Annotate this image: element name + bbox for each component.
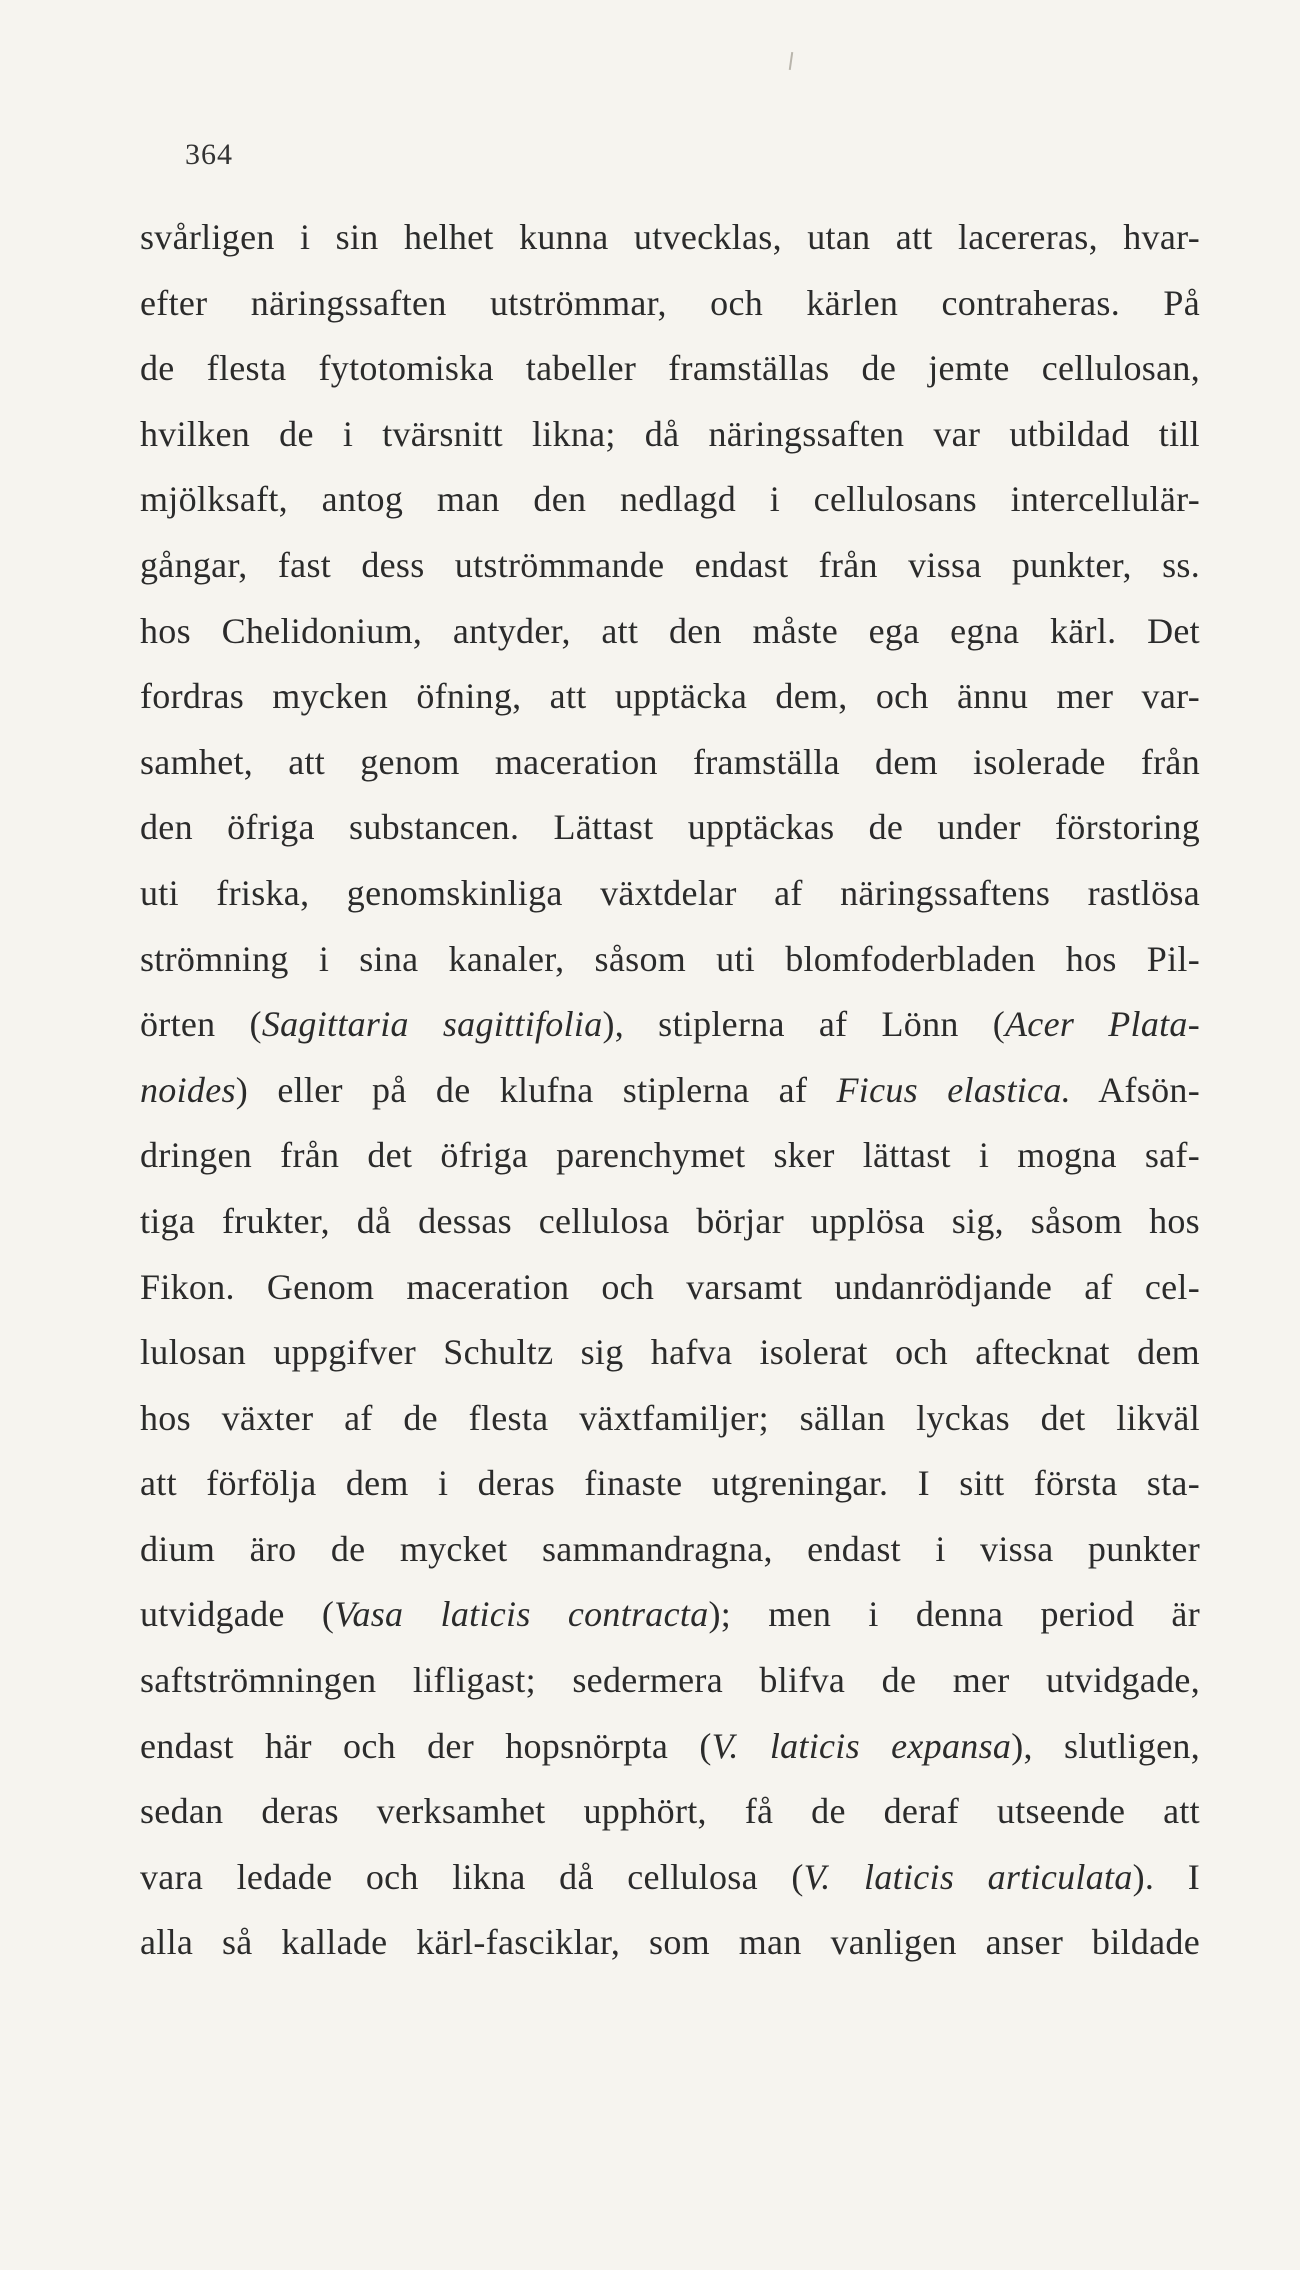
text-span: fordras mycken öfning, att upptäcka dem, och ännu mer var-: [140, 676, 1200, 717]
text-line: [140, 992, 1200, 1058]
italic-text: Acer Plata-: [1005, 1004, 1201, 1045]
text-line: [140, 1910, 1200, 1976]
text-line: [140, 795, 1200, 861]
text-span: efter näringssaften utströmmar, och kärlen contraheras. På: [140, 282, 1200, 323]
text-line: [140, 1517, 1200, 1583]
text-line: [140, 336, 1200, 402]
paper-mark: [789, 52, 793, 70]
text-line: [140, 402, 1200, 468]
italic-text: V. laticis articulata: [803, 1856, 1133, 1897]
text-span: ); men i denna period är: [708, 1594, 1200, 1635]
text-span: Fikon. Genom maceration och varsamt undanrödjande af cel-: [140, 1266, 1200, 1307]
text-line: [140, 467, 1200, 533]
text-span: samhet, att genom maceration framställa dem isolerade från: [140, 741, 1200, 782]
text-span: de flesta fytotomiska tabeller framställas de jemte cellulosan,: [140, 348, 1200, 389]
text-span: gångar, fast dess utströmmande endast från vissa punkter, ss.: [140, 544, 1200, 585]
italic-text: V. laticis expansa: [711, 1725, 1012, 1766]
text-span: ), stiplerna af Lönn (: [602, 1004, 1006, 1045]
text-line: [140, 271, 1200, 337]
text-line: [140, 1582, 1200, 1648]
text-line: [140, 1255, 1200, 1321]
text-line: [140, 1123, 1200, 1189]
text-line: [140, 1320, 1200, 1386]
text-line: [140, 599, 1200, 665]
text-line: [140, 1058, 1200, 1124]
text-line: [140, 730, 1200, 796]
text-line: [140, 1386, 1200, 1452]
italic-text: noides: [140, 1069, 236, 1110]
text-span: hos växter af de flesta växtfamiljer; sällan lyckas det likväl: [140, 1397, 1200, 1438]
text-span: Afsön-: [1070, 1069, 1200, 1110]
italic-text: Sagittaria sagittifolia: [261, 1004, 603, 1045]
text-span: örten (: [140, 1004, 262, 1045]
text-span: dium äro de mycket sammandragna, endast i vissa punkter: [140, 1528, 1200, 1569]
text-span: dringen från det öfriga parenchymet sker lättast i mogna saf-: [140, 1135, 1200, 1176]
text-span: tiga frukter, då dessas cellulosa börjar upplösa sig, såsom hos: [140, 1200, 1200, 1241]
text-line: [140, 533, 1200, 599]
text-span: hvilken de i tvärsnitt likna; då näringssaften var utbildad till: [140, 413, 1200, 454]
text-span: hos Chelidonium, antyder, att den måste ega egna kärl. Det: [140, 610, 1200, 651]
text-line: [140, 861, 1200, 927]
text-span: utvidgade (: [140, 1594, 335, 1635]
text-line: [140, 1845, 1200, 1911]
text-span: alla så kallade kärl-fasciklar, som man vanligen anser bildade: [140, 1922, 1200, 1963]
page-number: 364: [185, 138, 233, 171]
text-span: ), slutligen,: [1011, 1725, 1200, 1766]
text-span: saftströmningen lifligast; sedermera blifva de mer utvidgade,: [140, 1660, 1200, 1701]
text-span: ) eller på de klufna stiplerna af: [235, 1069, 837, 1110]
text-line: [140, 927, 1200, 993]
text-span: ). I: [1132, 1856, 1200, 1897]
text-span: svårligen i sin helhet kunna utvecklas, utan att lacereras, hvar-: [140, 217, 1200, 257]
text-span: endast här och der hopsnörpta (: [140, 1725, 712, 1766]
text-span: strömning i sina kanaler, såsom uti blomfoderbladen hos Pil-: [140, 938, 1200, 979]
italic-text: Ficus elastica.: [836, 1069, 1071, 1110]
text-span: lulosan uppgifver Schultz sig hafva isolerat och aftecknat dem: [140, 1332, 1200, 1373]
text-line: [140, 1714, 1200, 1780]
italic-text: Vasa laticis contracta: [334, 1594, 709, 1635]
text-line: [140, 1189, 1200, 1255]
text-span: sedan deras verksamhet upphört, få de deraf utseende att: [140, 1791, 1200, 1832]
text-span: mjölksaft, antog man den nedlagd i cellulosans intercellulär-: [140, 479, 1200, 520]
text-span: uti friska, genomskinliga växtdelar af näringssaftens rastlösa: [140, 872, 1200, 913]
text-line: [140, 1451, 1200, 1517]
text-span: den öfriga substancen. Lättast upptäckas de under förstoring: [140, 807, 1200, 848]
text-span: att förfölja dem i deras finaste utgreningar. I sitt första sta-: [140, 1463, 1200, 1504]
text-span: vara ledade och likna då cellulosa (: [140, 1856, 804, 1897]
text-line: [140, 664, 1200, 730]
text-line: [140, 1779, 1200, 1845]
body-text: [140, 205, 1200, 1976]
text-line: [140, 205, 1200, 271]
text-line: [140, 1648, 1200, 1714]
